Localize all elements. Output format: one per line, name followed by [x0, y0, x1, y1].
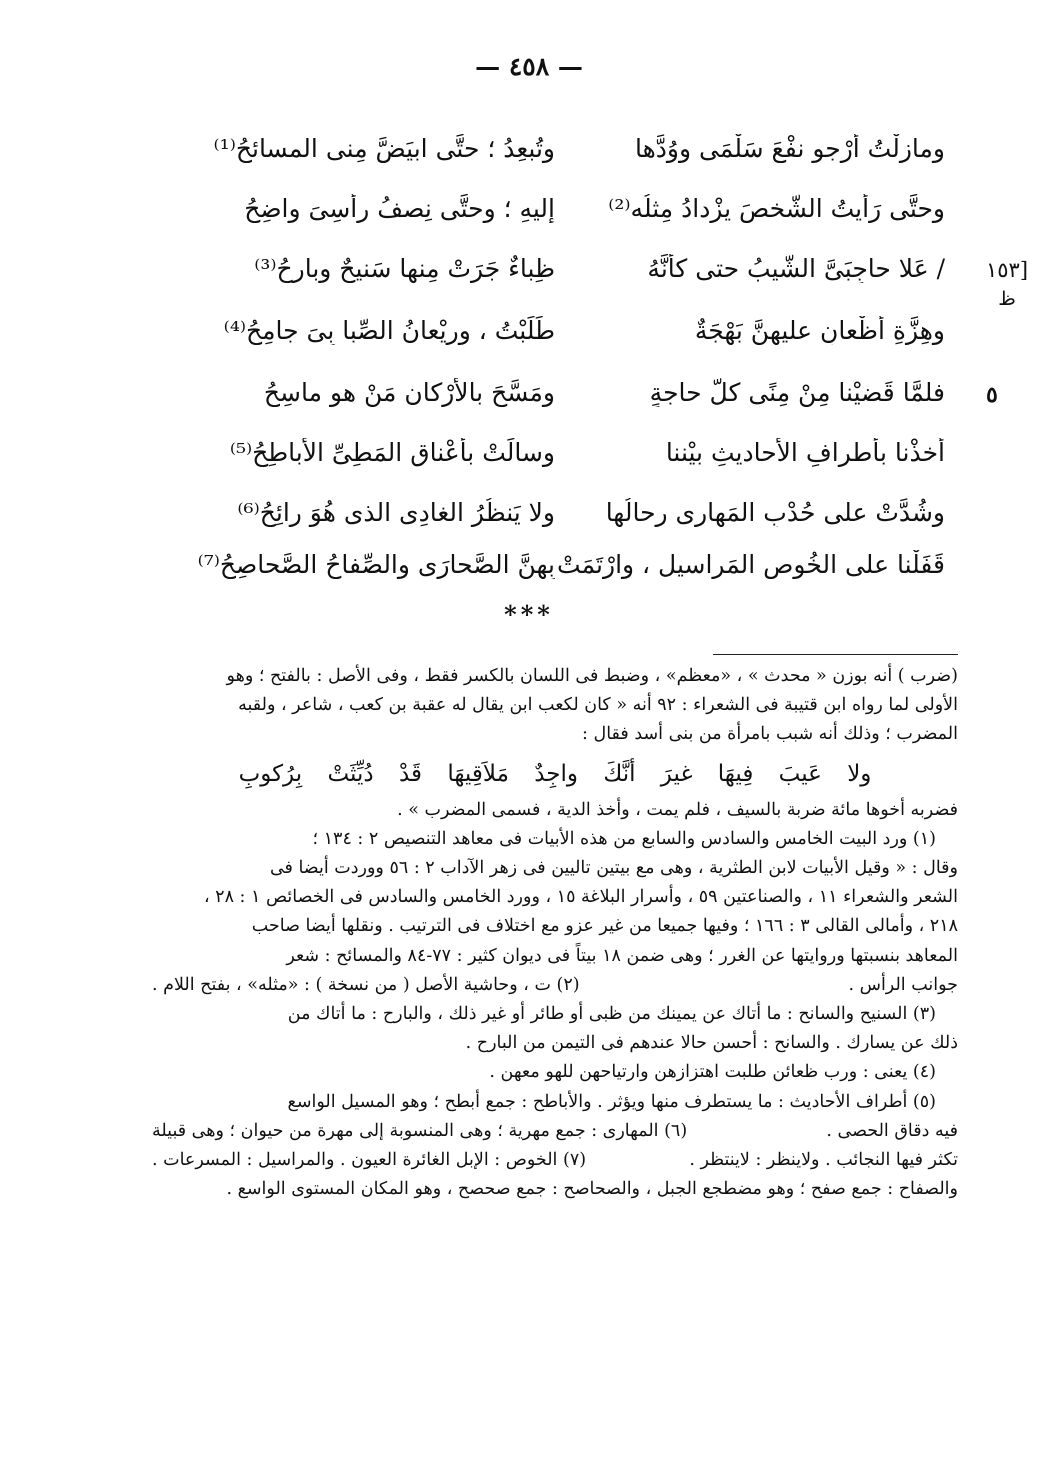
footnote-text: (ضرب ) أنه بوزن « محدث » ، «معظم» ، وضبط فى اللسان بالكسر فقط ، وفى الأصل : بالفتح ؛ وهو: [226, 666, 958, 686]
footnote-2: (٢) ت ، وحاشية الأصل ( من نسخة ) : «مثله» ، بفتح اللام .: [152, 974, 580, 995]
verse-second-hemistich: ومَسَّحَ بالأرْكانِ مَنْ هو ماسِحُ: [263, 377, 555, 407]
verse-line: [150, 362, 945, 422]
footnote-7: (٧) الخوص : الإبل الغائرة العيون . والمراسيل : المسرعات .: [152, 1150, 587, 1171]
verse-second-hemistich: إليهِ ؛ وحتَّى نِصفُ رأْسِىَ واضِحُ: [244, 193, 555, 223]
footnote-line-pair: [152, 971, 958, 1000]
footnote-text: ذلك عن يسارك . والسانح : أحسن حالا عندهم فى التيمن من البارح .: [465, 1033, 958, 1054]
verse-second-hemistich: طَلَبْتُ ، وريْعانُ الصِّبا بِىَ جامِحُ⁽⁴⁾: [223, 315, 555, 345]
page-number: — ٤٥٨ —: [475, 52, 583, 81]
verse-line: [150, 300, 945, 360]
cited-verse: ولا عَيبَ فِيهَا غيرَ أنَّكَ واجِدٌ مَلاَقِيهَا قَدْ دُيِّثَتْ بِرُكوبِ: [238, 760, 872, 787]
footnote-line-pair: [152, 1117, 958, 1146]
footnote-text: فضربه أخوها مائة ضربة بالسيف ، فلم يمت ، وأخذ الدية ، فسمى المضرب » .: [397, 799, 958, 820]
footnote-5: (٥) أطراف الأحاديث : ما يستطرف منها ويؤثر . والأباطح : جمع أبطح ؛ وهو المسيل الواسع: [287, 1091, 936, 1112]
verse-number: ٥: [986, 382, 998, 408]
verse-line: [150, 534, 945, 594]
verse-first-hemistich: وشُدَّتْ على حُدْبِ المَهارِى رِحالُها: [605, 497, 945, 527]
footnote-text: والصفاح : جمع صفح ؛ وهو مضطجع الجبل ، والصحاصح : جمع صحصح ، وهو المكان المستوى الواسع .: [226, 1179, 958, 1200]
verse-first-hemistich: أخذْنا بأطرافِ الأحاديثِ بيْننا: [665, 437, 945, 467]
footnote-1: (١) ورد البيت الخامس والسادس والسابع من هذه الأبيات فى معاهد التنصيص ٢ : ١٣٤ ؛: [312, 828, 936, 849]
section-separator: ***: [504, 600, 554, 629]
verse-first-hemistich: وحتَّى رَأيتُ الشَّخصَ يزْدادُ مِثلُه⁽²⁾: [608, 193, 945, 223]
verse-second-hemistich: وسالَتْ بأعْناقِ المَطِىِّ الأباطِحُ⁽⁵⁾: [229, 437, 555, 467]
footnote-6: (٦) المهارى : جمع مهرية ؛ وهى المنسوبة إلى مهرة من حيوان ؛ وهى قبيلة: [152, 1120, 688, 1141]
verse-first-hemistich: قَفَلْنا على الخُوصِ المَراسيلِ ، وارْتَمَتْ: [557, 549, 945, 579]
verse-line: [150, 178, 945, 238]
verse-line: [150, 482, 945, 542]
footnote-text: المضرب ؛ وذلك أنه شبب بامرأة من بنى أسد فقال :: [582, 724, 958, 745]
verse-line: [150, 118, 945, 178]
verse-second-hemistich: وتُبعِدُ ؛ حتَّى ابيَضَّ مِنى المسائحُ⁽¹⁾: [213, 133, 555, 163]
verse-first-hemistich: / عَلا حاجِبَىَّ الشَّيبُ حتى كأنَّهُ: [647, 253, 945, 283]
folio-side: ظ: [998, 288, 1016, 310]
margin-folio-reference: [968, 258, 1046, 310]
verse-first-hemistich: ومازِلْتُ أرْجو نفْعَ سَلْمَى ووُدَّها: [635, 133, 945, 163]
footnote-text: جوانب الرأس .: [848, 974, 958, 995]
verse-first-hemistich: وهِزَّةِ أظْعانٍ عليهِنَّ بَهْجَةٌ: [694, 315, 945, 345]
footnotes: [152, 662, 958, 1204]
footnote-4: (٤) يعنى : ورب ظعائن طلبت اهتزازهن وارتياحهن للهو معهن .: [489, 1062, 936, 1083]
verse-line: [150, 238, 945, 298]
footnote-text: الشعر والشعراء ١١ ، والصناعتين ٥٩ ، وأسرار البلاغة ١٥ ، وورد الخامس والسادس فى الخصائص ١ : ٢٨ ،: [203, 887, 958, 908]
footnote-text: وقال : « وقيل الأبيات لابن الطثرية ، وهى مع بيتين تاليين فى زهر الآداب ٢ : ٥٦ ووردت أيضا فى: [269, 858, 958, 879]
verse-first-hemistich: فلمَّا قَضيْنا مِنْ مِنًى كلَّ حاجةٍ: [649, 377, 945, 407]
footnote-line-pair: [152, 1146, 958, 1175]
verse-second-hemistich: ولا يَنظُرُ الغادِى الذى هُوَ رائِحُ⁽⁶⁾: [237, 497, 555, 527]
footnote-text: الأولى لما رواه ابن قتيبة فى الشعراء : ٩٢ أنه « كان لكعب ابن يقال له عقبة بن كعب ، شاعر ، ولقبه: [238, 695, 958, 716]
footnote-text: ٢١٨ ، وأمالى القالى ٣ : ١٦٦ ؛ وفيها جميعا من غير عزو مع اختلاف فى الترتيب . ونقلها أيضا صاحب: [251, 916, 958, 937]
footnote-rule: [713, 654, 958, 655]
verse-second-hemistich: ظِباءٌ جَرَتْ مِنها سَنيحٌ وبارِحُ⁽³⁾: [254, 253, 555, 283]
verse-line: [150, 422, 945, 482]
footnote-3: (٣) السنيح والسانح : ما أتاك عن يمينك من ظبى أو طائر أو غير ذلك ، والبارح : ما أتاك من: [287, 1004, 936, 1025]
footnote-text: فيه دقاق الحصى .: [826, 1120, 958, 1141]
footnote-text: المعاهد بنسبتها وروايتها عن الغرر ؛ وهى ضمن ١٨ بيتاً فى ديوان كثير : ٧٧-٨٤ والمسائح : شعر: [286, 945, 958, 966]
verse-second-hemistich: بِهِنَّ الصَّحارَى والصِّفاحُ الصَّحاصِحُ⁽⁷⁾: [197, 549, 555, 579]
footnote-text: تكثر فيها النجائب . ولاينظر : لاينتظر .: [689, 1150, 958, 1171]
folio-number: [١٥٣: [985, 258, 1029, 282]
